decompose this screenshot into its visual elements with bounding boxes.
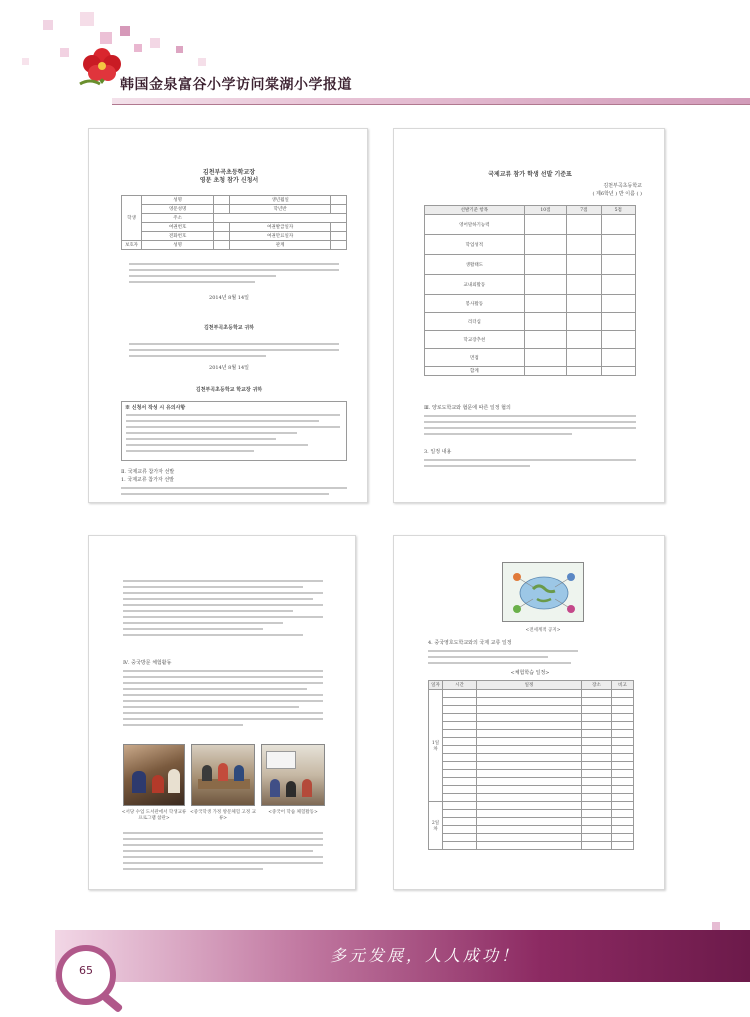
decor-square xyxy=(198,58,206,66)
paragraph xyxy=(424,415,636,439)
section-heading: Ⅱ. 국제교류 참가자 선발 xyxy=(121,469,175,475)
grade-line: ( 제6학년 ) 반 이름 ( ) xyxy=(592,191,642,197)
decor-square xyxy=(22,58,29,65)
selection-criteria-scan xyxy=(393,128,665,503)
date-line: 2014년 8월 14일 xyxy=(209,295,249,301)
activity-report-scan xyxy=(88,535,356,890)
section-heading: Ⅲ. 양로도학교와 협문에 따른 일정 협의 xyxy=(424,405,511,411)
paragraph xyxy=(123,580,323,640)
section-heading: Ⅳ. 중국방문 체험활동 xyxy=(123,660,172,666)
globe-icon xyxy=(503,563,584,622)
paragraph xyxy=(428,650,578,668)
note-title: ※ 신청서 작성 시 유의사항 xyxy=(125,405,186,411)
decor-square xyxy=(60,48,69,57)
decor-square xyxy=(150,38,160,48)
header-title: 韩国金泉富谷小学访问棠湖小学报道 xyxy=(120,77,352,93)
doc-subtitle: 영문 초청 참가 신청서 xyxy=(199,177,259,184)
lecture-photo xyxy=(261,744,325,806)
decor-square xyxy=(80,12,94,26)
section-subheading: 3. 일정 내용 xyxy=(424,449,452,455)
paragraph xyxy=(121,487,347,499)
school-line: 김천부곡초등학교 xyxy=(603,183,642,189)
paragraph xyxy=(424,459,636,471)
criteria-table: 선발기준 항목 10점 7점 5점 영어말하기능력 학업성적 생활태도 교내외활동 봉사활동 리더십 학교장추천 면접 합계 xyxy=(424,205,636,376)
paragraph xyxy=(123,832,323,874)
application-table: 학생 성명 생년월일 영문성명 학년반 주소 여권번호 여권발급일자 전화번호 여권만료일자 보호자 성명 관계 xyxy=(121,195,347,250)
decor-square xyxy=(43,20,53,30)
schedule-table: 일자 시간 일정 장소 비고 1일차 2일차 xyxy=(428,680,634,850)
photo-caption: <중국어 학습 체험활동> xyxy=(268,810,318,815)
header-rule-line xyxy=(112,104,750,105)
date-line: 2014년 8월 14일 xyxy=(209,365,249,371)
paragraph xyxy=(123,670,323,730)
decor-square xyxy=(120,26,130,36)
section-subheading: 1. 국제교류 참가자 선발 xyxy=(121,477,175,483)
school-line: 김천부곡초등학교 학교장 귀하 xyxy=(195,387,263,393)
plan-title: <체험학습 일정> xyxy=(510,670,550,676)
school-line: 김천부곡초등학교 귀하 xyxy=(203,325,255,331)
doc-title: 김천부곡초등학교장 xyxy=(202,169,256,176)
decor-square xyxy=(134,44,142,52)
photo-caption: <중국학생 가정 방문체험 고정 교류> xyxy=(189,810,256,821)
paragraph xyxy=(129,263,339,287)
application-form-scan xyxy=(88,128,368,503)
decor-square xyxy=(176,46,183,53)
page-header xyxy=(0,0,750,118)
decor-square xyxy=(100,32,112,44)
decor-square xyxy=(712,922,720,930)
meeting-photo xyxy=(191,744,255,806)
section-heading: 4. 중국영호도학교와의 국제 교류 일정 xyxy=(428,640,512,646)
photo-caption: <서당 수업 도서관에서 학생교류 프로그램 참관> xyxy=(121,810,187,821)
paragraph xyxy=(129,343,339,361)
schedule-scan xyxy=(393,535,665,890)
world-map-diagram xyxy=(502,562,584,622)
slogan: 多元发展，人人成功！ xyxy=(330,946,521,965)
page-number: 65 xyxy=(79,964,93,977)
doc-title: 국제교류 참가 학생 선발 기준표 xyxy=(488,171,572,178)
classroom-photo xyxy=(123,744,185,806)
diagram-caption: <전세계적 공지> xyxy=(525,628,561,633)
